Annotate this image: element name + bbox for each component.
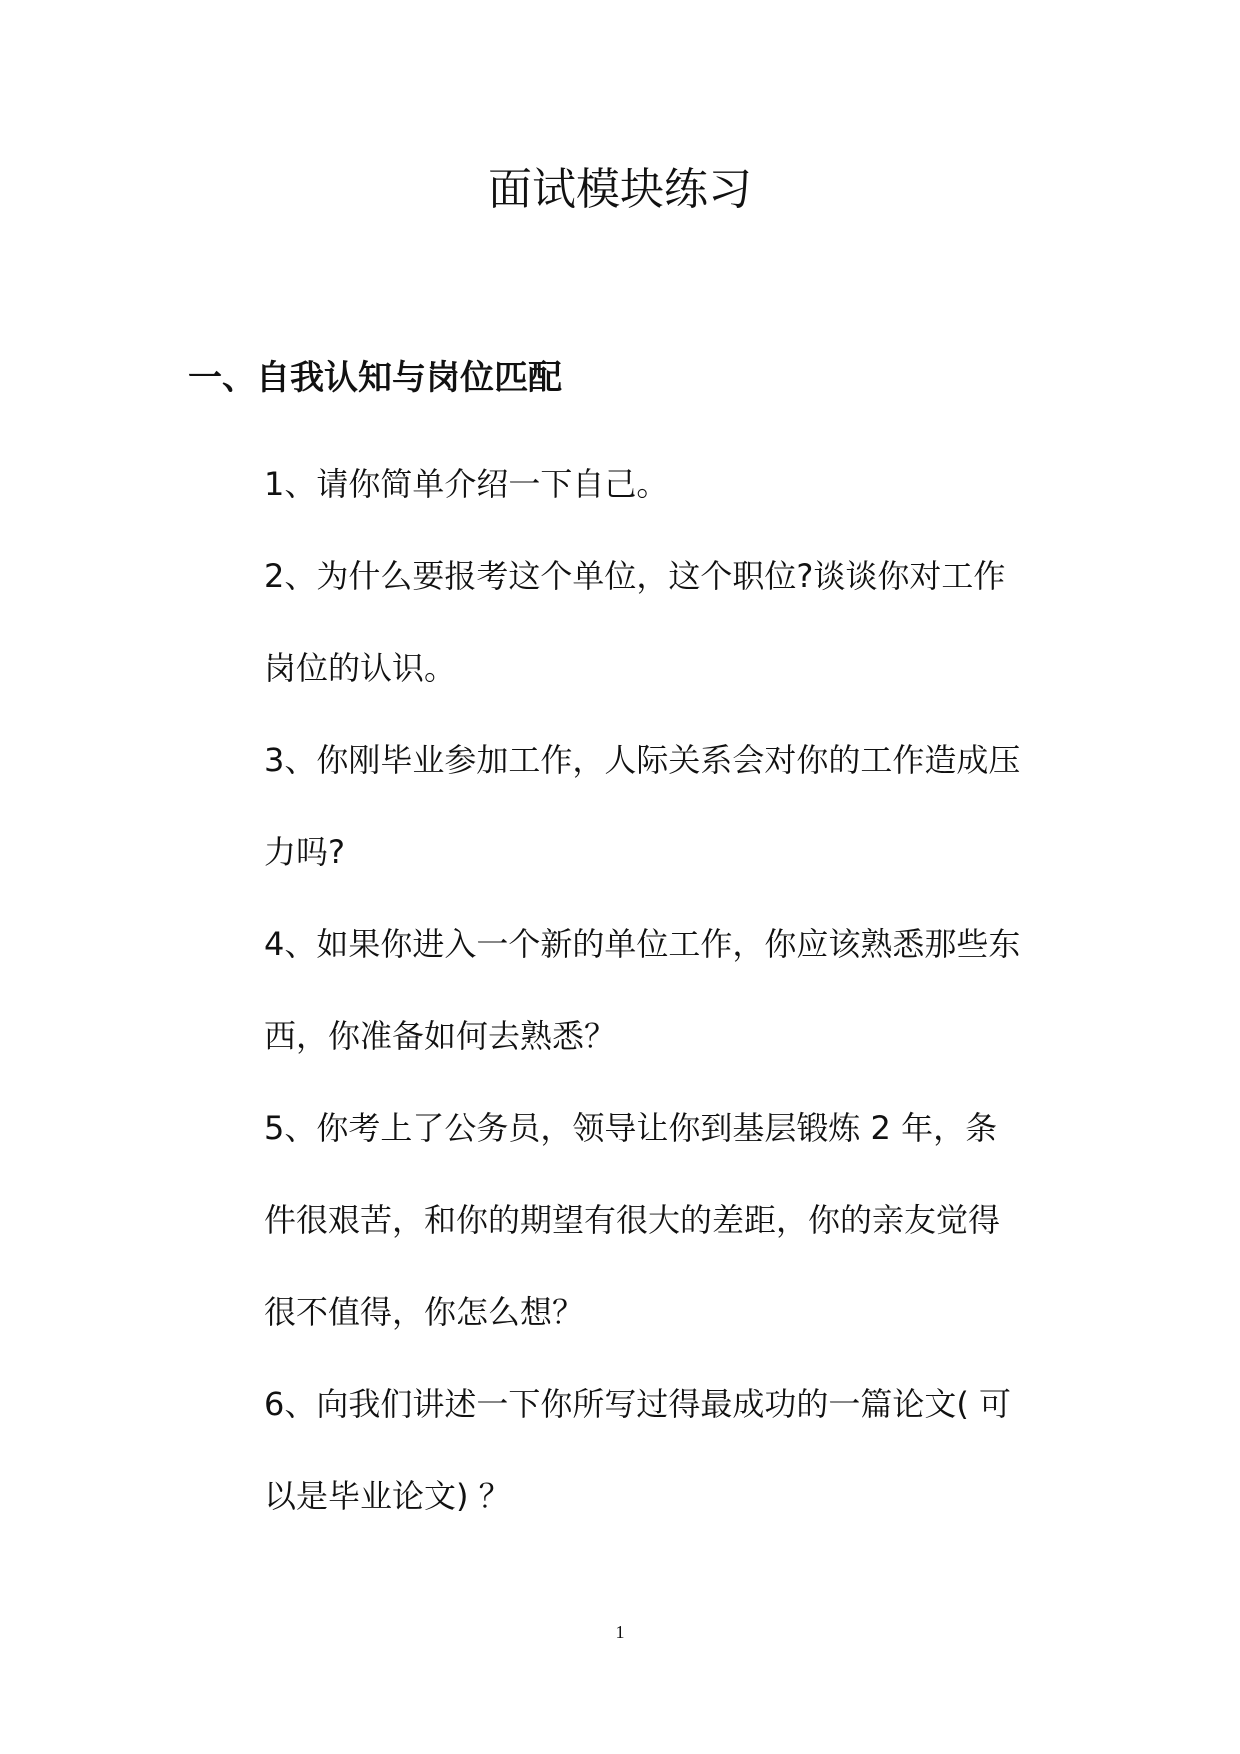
question-item: [264, 898, 1054, 1082]
question-item: [264, 530, 1054, 714]
section-heading: 一、自我认知与岗位匹配: [188, 358, 562, 398]
question-text-line: 岗位的认识。: [264, 649, 457, 687]
question-item: [264, 438, 1054, 530]
question-text-line: 3、你刚毕业参加工作，人际关系会对你的工作造成压: [264, 741, 1021, 779]
question-text-line: 西，你准备如何去熟悉？: [264, 1017, 617, 1055]
page-number: 1: [615, 1622, 625, 1642]
question-text-line: 6、向我们讲述一下你所写过得最成功的一篇论文( 可: [264, 1385, 1012, 1423]
question-text-line: 2、为什么要报考这个单位，这个职位?谈谈你对工作: [264, 557, 1006, 595]
question-text-line: 1、请你简单介绍一下自己。: [264, 465, 669, 503]
question-item: [264, 1358, 1054, 1542]
question-item: [264, 1082, 1054, 1358]
question-list: [264, 438, 1054, 1542]
question-text-line: 很不值得，你怎么想？: [264, 1293, 585, 1331]
question-item: [264, 714, 1054, 898]
page-title: 面试模块练习: [488, 164, 752, 215]
question-text-line: 力吗?: [264, 833, 345, 871]
question-text-line: 5、你考上了公务员，领导让你到基层锻炼 2 年，条: [264, 1109, 998, 1147]
question-text-line: 以是毕业论文) ？: [264, 1477, 511, 1515]
question-text-line: 4、如果你进入一个新的单位工作，你应该熟悉那些东: [264, 925, 1021, 963]
question-text-line: 件很艰苦，和你的期望有很大的差距，你的亲友觉得: [264, 1201, 1001, 1239]
